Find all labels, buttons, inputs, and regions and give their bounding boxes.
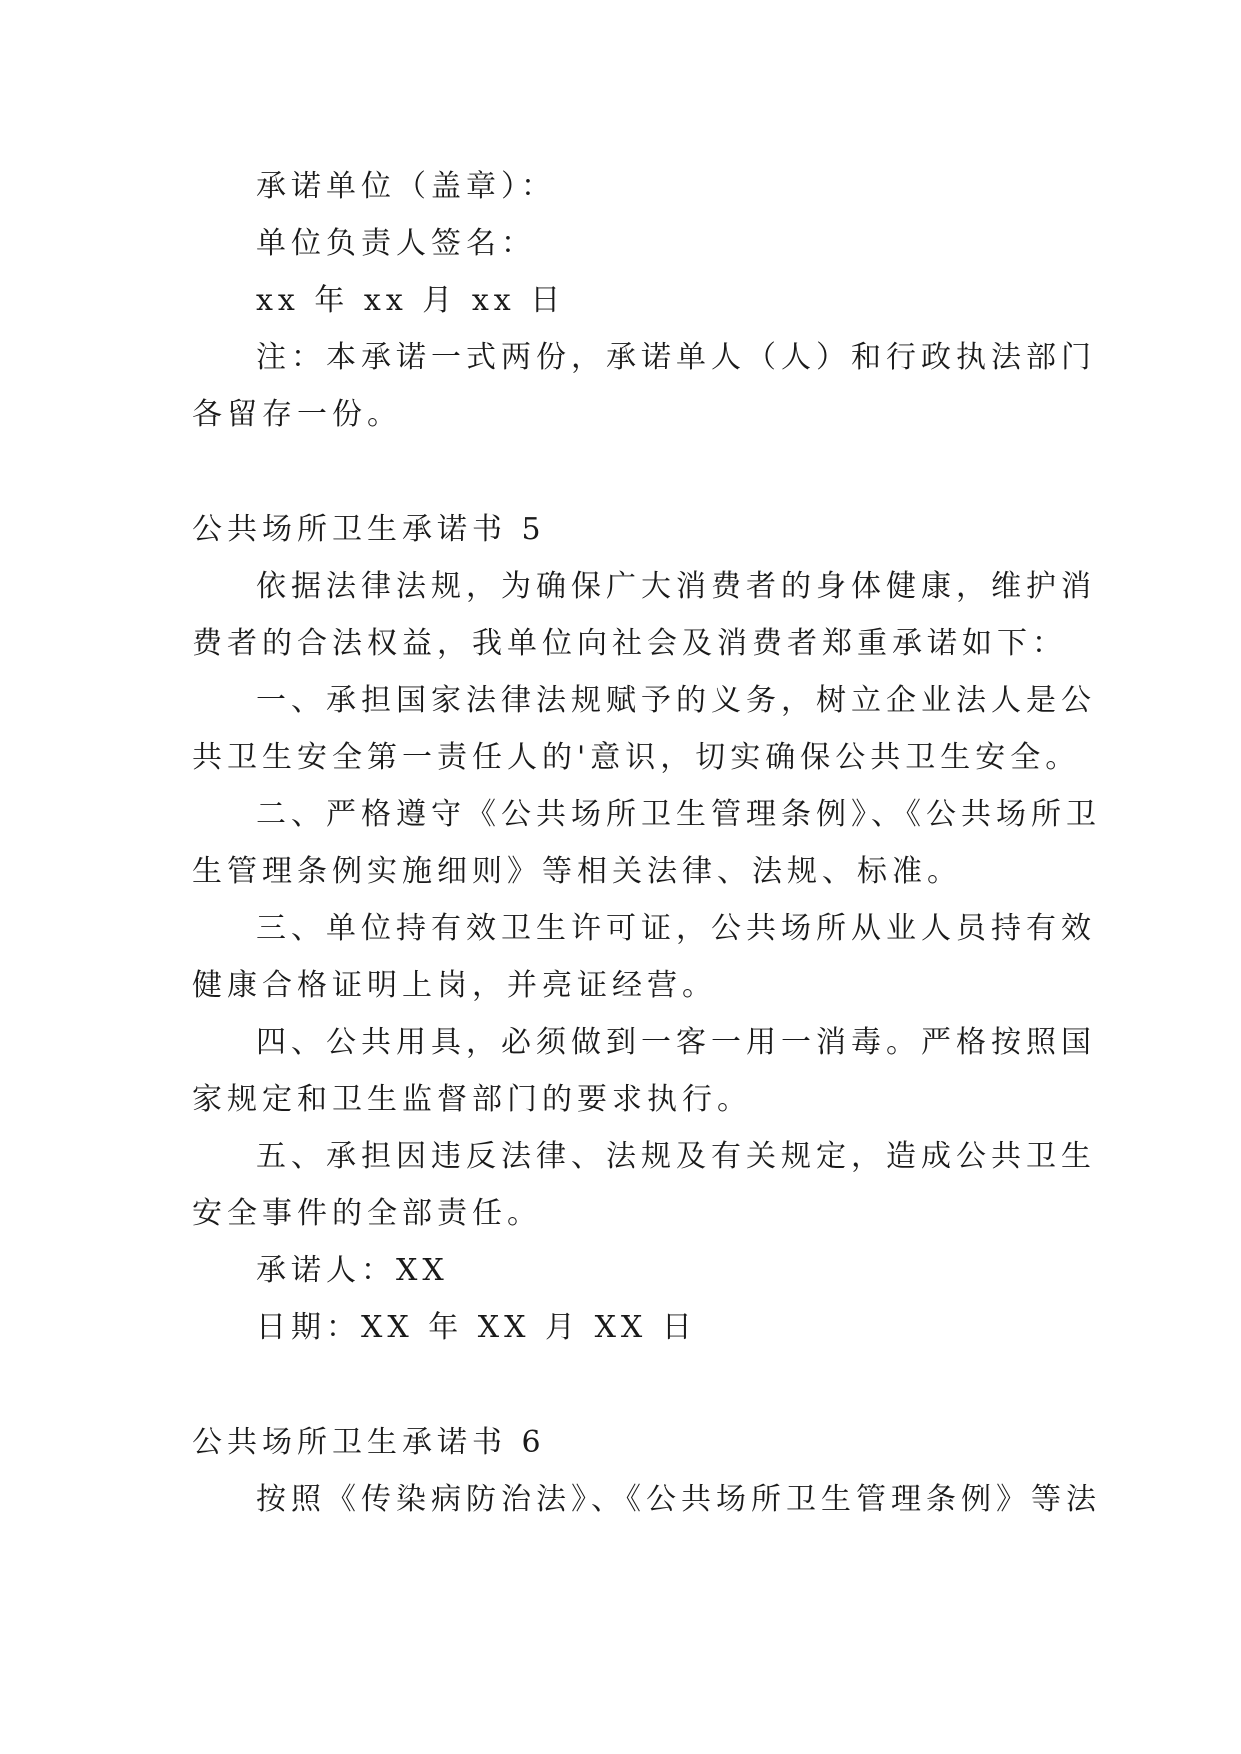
note-line: 注：本承诺一式两份，承诺单人（人）和行政执法部门 [256, 340, 1096, 375]
date-line: xx 年 xx 月 xx 日 [256, 283, 566, 318]
paragraph-line: 共卫生安全第一责任人的'意识，切实确保公共卫生安全。 [192, 740, 1081, 775]
section-spacer [192, 443, 1052, 501]
paragraph-line: 三、单位持有效卫生许可证，公共场所从业人员持有效 [256, 911, 1096, 946]
section-spacer [192, 1356, 1052, 1414]
paragraph-line: 四、公共用具，必须做到一客一用一消毒。严格按照国 [256, 1025, 1096, 1060]
paragraph-line: 按照《传染病防治法》、《公共场所卫生管理条例》等法 [256, 1482, 1101, 1517]
section-5-title: 公共场所卫生承诺书 5 [192, 512, 546, 547]
note-line-continued: 各留存一份。 [192, 397, 402, 432]
promisor-line: 承诺人：XX [256, 1253, 449, 1288]
paragraph-line: 二、严格遵守《公共场所卫生管理条例》、《公共场所卫 [256, 797, 1101, 832]
paragraph-line: 费者的合法权益，我单位向社会及消费者郑重承诺如下： [192, 626, 1067, 661]
seal-line: 承诺单位（盖章）： [256, 169, 556, 204]
paragraph-line: 健康合格证明上岗，并亮证经营。 [192, 968, 717, 1003]
paragraph-line: 依据法律法规，为确保广大消费者的身体健康，维护消 [256, 569, 1096, 604]
paragraph-line: 五、承担因违反法律、法规及有关规定，造成公共卫生 [256, 1139, 1096, 1174]
section-6-title: 公共场所卫生承诺书 6 [192, 1425, 546, 1460]
document-body [192, 158, 1101, 1528]
paragraph-line: 一、承担国家法律法规赋予的义务，树立企业法人是公 [256, 683, 1096, 718]
paragraph-line: 安全事件的全部责任。 [192, 1196, 542, 1231]
promise-date-line: 日期：XX 年 XX 月 XX 日 [256, 1310, 697, 1345]
paragraph-line: 家规定和卫生监督部门的要求执行。 [192, 1082, 752, 1117]
paragraph-line: 生管理条例实施细则》等相关法律、法规、标准。 [192, 854, 962, 889]
signature-line: 单位负责人签名： [256, 226, 536, 261]
